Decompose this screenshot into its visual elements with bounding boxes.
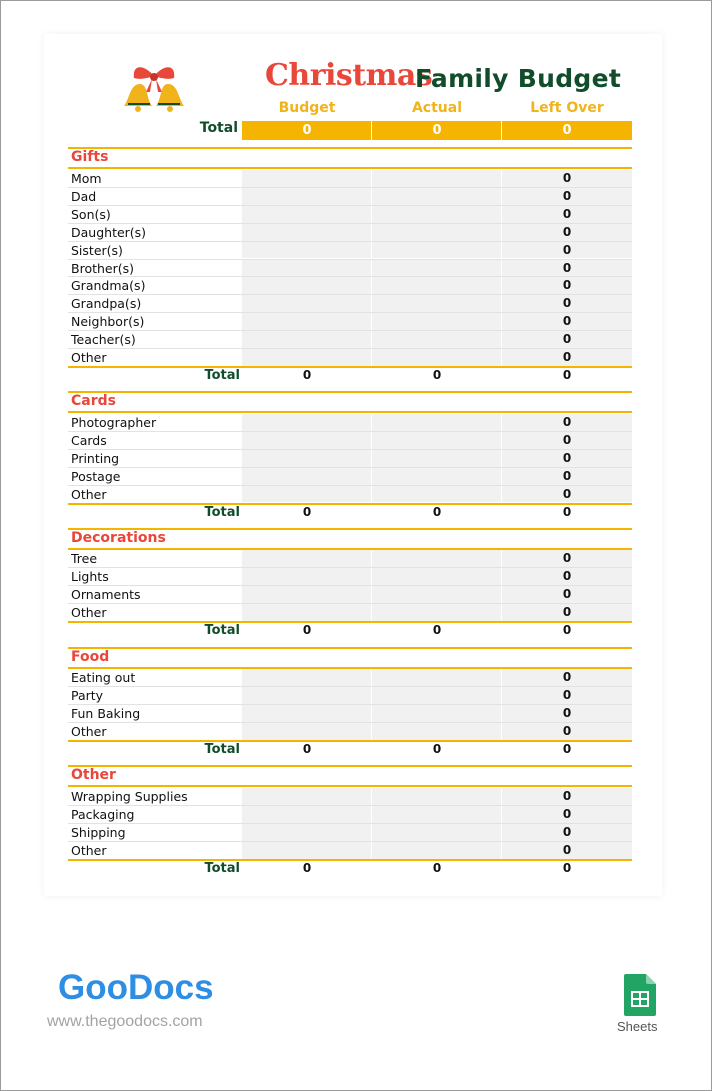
row-label: Fun Baking: [71, 705, 141, 721]
section-total-budget[interactable]: 0: [302, 368, 312, 382]
cell-divider: [371, 723, 372, 740]
section-title-underline: [68, 411, 632, 413]
row-left-over-value[interactable]: 0: [562, 224, 572, 239]
cell-divider: [371, 842, 372, 859]
row-left-over-value[interactable]: 0: [562, 687, 572, 702]
row-left-over-value[interactable]: 0: [562, 568, 572, 583]
row-left-over-value[interactable]: 0: [562, 171, 572, 185]
cell-divider: [371, 242, 372, 259]
row-left-over-value[interactable]: 0: [562, 551, 572, 565]
row-left-over-value[interactable]: 0: [562, 842, 572, 857]
row-label: Teacher(s): [71, 332, 136, 348]
column-header-budget: Budget: [278, 100, 336, 116]
row-left-over-value[interactable]: 0: [562, 586, 572, 601]
section-total-left-over[interactable]: 0: [562, 623, 572, 637]
cell-divider: [371, 669, 372, 686]
cell-divider: [371, 331, 372, 348]
section-top-line: [68, 647, 632, 649]
section-total-budget[interactable]: 0: [302, 505, 312, 519]
grand-total-divider: [501, 121, 502, 140]
christmas-bells-icon: [122, 62, 186, 114]
row-label: Printing: [71, 450, 120, 466]
cell-divider: [371, 788, 372, 805]
cell-divider: [371, 604, 372, 621]
row-left-over-value[interactable]: 0: [562, 296, 572, 311]
row-label: Eating out: [71, 670, 136, 685]
row-left-over-value[interactable]: 0: [562, 432, 572, 447]
row-label: Photographer: [71, 415, 157, 430]
section-total-actual[interactable]: 0: [432, 623, 442, 637]
row-label: Daughter(s): [71, 224, 147, 240]
section-total-actual[interactable]: 0: [432, 368, 442, 382]
title-family-budget: Family Budget: [415, 64, 622, 93]
row-label: Mom: [71, 171, 102, 186]
row-label: Sister(s): [71, 242, 123, 258]
row-label: Grandma(s): [71, 278, 146, 294]
website-url[interactable]: www.thegoodocs.com: [47, 1013, 203, 1030]
row-left-over-value[interactable]: 0: [562, 486, 572, 501]
row-label: Ornaments: [71, 586, 141, 602]
row-left-over-value[interactable]: 0: [562, 604, 572, 619]
section-total-label: Total: [204, 505, 240, 520]
section-total-actual[interactable]: 0: [432, 861, 442, 875]
row-left-over-value[interactable]: 0: [562, 188, 572, 203]
cell-divider: [371, 295, 372, 312]
cell-divider: [371, 170, 372, 187]
section-title: Gifts: [71, 149, 109, 165]
section-title: Food: [71, 649, 110, 665]
cell-divider: [371, 705, 372, 722]
row-label: Lights: [71, 568, 109, 584]
row-label: Postage: [71, 468, 121, 484]
cell-divider: [371, 806, 372, 823]
section-top-line: [68, 391, 632, 393]
row-label: Dad: [71, 188, 97, 204]
goodocs-logo[interactable]: GooDocs: [58, 968, 214, 1007]
section-total-label: Total: [204, 368, 240, 383]
row-left-over-value[interactable]: 0: [562, 242, 572, 257]
section-title-underline: [68, 167, 632, 169]
row-left-over-value[interactable]: 0: [562, 206, 572, 221]
cell-divider: [371, 450, 372, 467]
cell-divider: [371, 260, 372, 277]
cell-divider: [371, 188, 372, 205]
row-left-over-value[interactable]: 0: [562, 806, 572, 821]
row-label: Packaging: [71, 806, 135, 822]
row-left-over-value[interactable]: 0: [562, 332, 572, 347]
section-top-line: [68, 147, 632, 149]
section-total-left-over[interactable]: 0: [562, 861, 572, 875]
section-top-line: [68, 765, 632, 767]
cell-divider: [371, 349, 372, 366]
row-left-over-value[interactable]: 0: [562, 705, 572, 720]
grand-total-actual[interactable]: 0: [432, 123, 442, 138]
row-label: Other: [71, 842, 107, 858]
section-total-label: Total: [204, 623, 240, 638]
row-left-over-value[interactable]: 0: [562, 450, 572, 465]
section-total-budget[interactable]: 0: [302, 861, 312, 875]
row-label: Other: [71, 604, 107, 620]
section-title: Other: [71, 767, 116, 783]
cell-divider: [371, 432, 372, 449]
grand-total-divider: [371, 121, 372, 140]
section-total-left-over[interactable]: 0: [562, 742, 572, 756]
cell-divider: [371, 468, 372, 485]
row-label: Other: [71, 350, 107, 365]
section-title-underline: [68, 785, 632, 787]
column-header-left-over: Left Over: [530, 100, 604, 116]
cell-divider: [371, 550, 372, 567]
row-label: Party: [71, 687, 104, 703]
section-title: Decorations: [71, 530, 166, 546]
grand-total-left-over[interactable]: 0: [562, 123, 572, 138]
google-sheets-icon: [624, 974, 656, 1016]
cell-divider: [371, 687, 372, 704]
cell-divider: [371, 486, 372, 503]
row-label: Other: [71, 486, 107, 502]
section-total-left-over[interactable]: 0: [562, 505, 572, 519]
row-left-over-value[interactable]: 0: [562, 415, 572, 429]
row-label: Neighbor(s): [71, 314, 145, 330]
section-total-left-over[interactable]: 0: [562, 368, 572, 382]
row-left-over-value[interactable]: 0: [562, 824, 572, 839]
cell-divider: [371, 313, 372, 330]
title-christmas: Christmas: [265, 58, 433, 93]
cell-divider: [371, 824, 372, 841]
row-label: Tree: [71, 551, 98, 566]
row-label: Cards: [71, 432, 107, 448]
grand-total-budget[interactable]: 0: [302, 123, 312, 138]
row-left-over-value[interactable]: 0: [562, 670, 572, 684]
row-label: Son(s): [71, 206, 111, 222]
cell-divider: [371, 586, 372, 603]
row-left-over-value[interactable]: 0: [562, 468, 572, 483]
row-label: Shipping: [71, 824, 126, 840]
column-header-actual: Actual: [411, 100, 463, 116]
row-left-over-value[interactable]: 0: [562, 350, 572, 364]
row-left-over-value[interactable]: 0: [562, 278, 572, 293]
row-label: Wrapping Supplies: [71, 789, 188, 804]
cell-divider: [371, 206, 372, 223]
cell-divider: [371, 224, 372, 241]
grand-total-label: Total: [199, 120, 238, 136]
row-label: Other: [71, 723, 107, 739]
sheets-label: Sheets: [617, 1019, 658, 1034]
row-label: Brother(s): [71, 260, 135, 276]
cell-divider: [371, 277, 372, 294]
row-left-over-value[interactable]: 0: [562, 260, 572, 275]
section-total-budget[interactable]: 0: [302, 623, 312, 637]
section-total-budget[interactable]: 0: [302, 742, 312, 756]
section-title: Cards: [71, 393, 116, 409]
row-left-over-value[interactable]: 0: [562, 314, 572, 329]
cell-divider: [371, 568, 372, 585]
row-left-over-value[interactable]: 0: [562, 723, 572, 738]
row-label: Grandpa(s): [71, 296, 142, 312]
section-total-label: Total: [204, 861, 240, 876]
section-total-label: Total: [204, 742, 240, 757]
row-left-over-value[interactable]: 0: [562, 789, 572, 803]
cell-divider: [371, 414, 372, 431]
section-total-actual[interactable]: 0: [432, 742, 442, 756]
section-total-actual[interactable]: 0: [432, 505, 442, 519]
